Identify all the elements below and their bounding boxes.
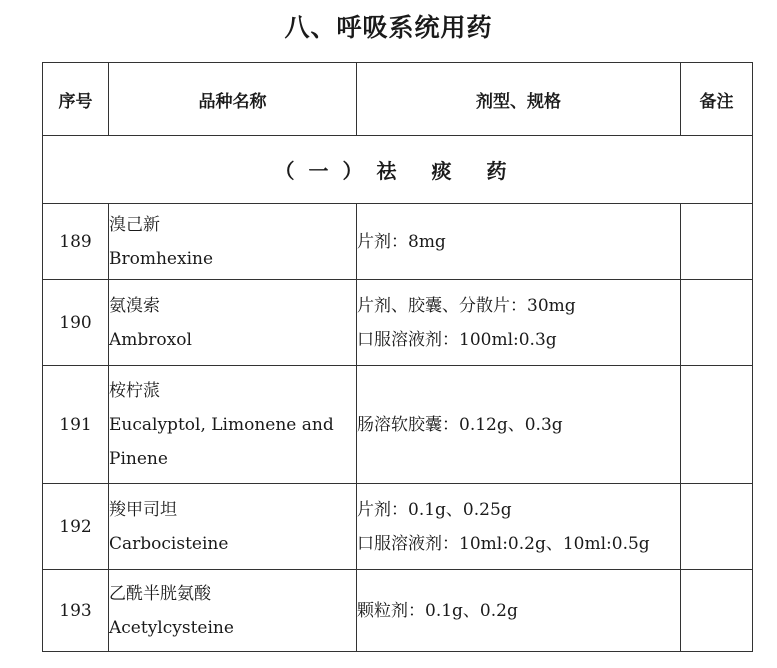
drug-name-cell: [109, 570, 357, 652]
drug-name-cell: [109, 280, 357, 366]
header-dosage-form: 剂型、规格: [357, 63, 681, 136]
drug-name-english: Eucalyptol, Limonene and Pinene: [109, 414, 334, 469]
table-row: [43, 484, 753, 570]
dosage-form-cell: [357, 570, 681, 652]
row-number: 193: [43, 570, 109, 652]
dosage-form-cell: [357, 204, 681, 280]
header-drug-name: 品种名称: [109, 63, 357, 136]
row-number: 189: [43, 204, 109, 280]
header-number: 序号: [43, 63, 109, 136]
table-row: [43, 204, 753, 280]
row-number: 190: [43, 280, 109, 366]
remarks-cell: [681, 484, 753, 570]
remarks-cell: [681, 280, 753, 366]
drug-name-cell: [109, 204, 357, 280]
drug-name-cell: [109, 484, 357, 570]
section-row: [43, 136, 753, 204]
dosage-form-cell: [357, 280, 681, 366]
dosage-form-cell: [357, 366, 681, 484]
row-number: 192: [43, 484, 109, 570]
drug-list-table: [42, 62, 753, 652]
remarks-cell: [681, 204, 753, 280]
drug-name-english: Ambroxol: [109, 329, 192, 350]
header-remarks: 备注: [681, 63, 753, 136]
table-row: [43, 570, 753, 652]
drug-name-chinese: 溴己新: [109, 214, 160, 235]
table-row: [43, 280, 753, 366]
dosage-form-line: 肠溶软胶囊：0.12g、0.3g: [357, 414, 563, 435]
drug-name-english: Acetylcysteine: [109, 617, 234, 638]
table-row: [43, 366, 753, 484]
drug-name-english: Bromhexine: [109, 248, 214, 269]
dosage-form-line: 片剂：8mg: [357, 231, 446, 252]
dosage-form-line: 片剂、胶囊、分散片：30mg: [357, 295, 576, 316]
remarks-cell: [681, 366, 753, 484]
dosage-form-line: 口服溶液剂：100ml:0.3g: [357, 329, 557, 350]
dosage-form-cell: [357, 484, 681, 570]
page-title: 八、呼吸系统用药: [284, 13, 493, 42]
section-title-expectorants: （一）祛 痰 药: [43, 136, 753, 204]
drug-name-chinese: 乙酰半胱氨酸: [109, 583, 211, 604]
dosage-form-line: 口服溶液剂：10ml:0.2g、10ml:0.5g: [357, 533, 650, 554]
dosage-form-line: 片剂：0.1g、0.25g: [357, 499, 512, 520]
dosage-form-line: 颗粒剂：0.1g、0.2g: [357, 600, 518, 621]
drug-name-chinese: 桉柠蒎: [109, 380, 160, 401]
drug-name-english: Carbocisteine: [109, 533, 229, 554]
remarks-cell: [681, 570, 753, 652]
drug-name-chinese: 氨溴索: [109, 295, 160, 316]
row-number: 191: [43, 366, 109, 484]
drug-name-chinese: 羧甲司坦: [109, 499, 177, 520]
table-header-row: [43, 63, 753, 136]
drug-name-cell: [109, 366, 357, 484]
